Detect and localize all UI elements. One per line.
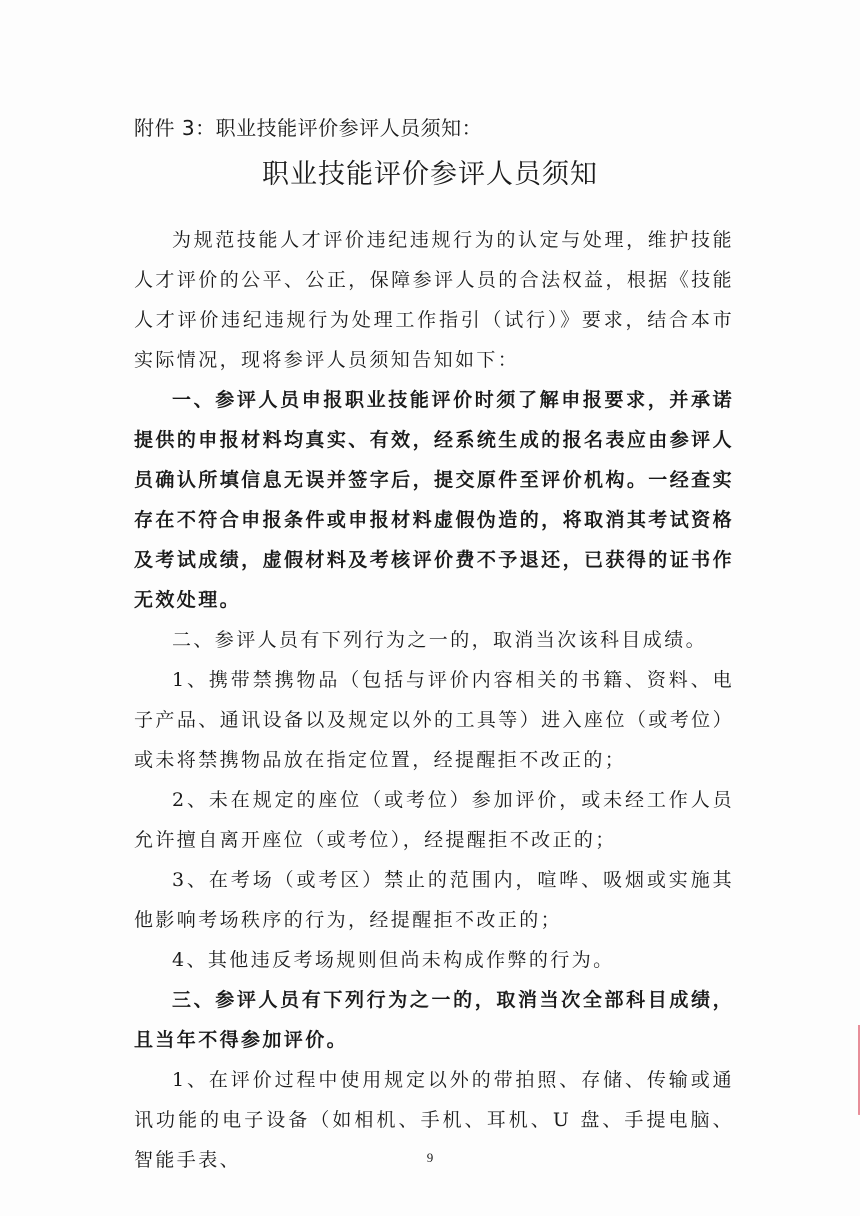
page-number: 9 xyxy=(426,1150,434,1165)
paragraph-section-1: 一、参评人员申报职业技能评价时须了解申报要求，并承诺提供的申报材料均真实、有效，经系统生成的报名表应由参评人员确认所填信息无误并签字后，提交原件至评价机构。一经查实存在不符合申报条件或申报材料虚假伪造的，将取消其考试资格及考试成绩，虚假材料及考核评价费不予退还，已获得的证书作无效处理。 xyxy=(134,389,734,611)
paragraph-item-2-1: 1、携带禁携物品（包括与评价内容相关的书籍、资料、电子产品、通讯设备以及规定以外的工具等）进入座位（或考位）或未将禁携物品放在指定位置，经提醒拒不改正的； xyxy=(134,669,734,771)
paragraph-intro: 为规范技能人才评价违纪违规行为的认定与处理，维护技能人才评价的公平、公正，保障参评人员的合法权益，根据《技能人才评价违纪违规行为处理工作指引（试行）》要求，结合本市实际情况，现将参评人员须知告知如下： xyxy=(134,229,734,371)
document-body xyxy=(134,220,734,1180)
paragraph-section-3: 三、参评人员有下列行为之一的，取消当次全部科目成绩，且当年不得参加评价。 xyxy=(134,989,734,1051)
paragraph-item-2-2: 2、未在规定的座位（或考位）参加评价，或未经工作人员允许擅自离开座位（或考位），经提醒拒不改正的； xyxy=(134,789,734,851)
binding-edge-mark xyxy=(850,1025,860,1115)
paragraph-item-3-1: 1、在评价过程中使用规定以外的带拍照、存储、传输或通讯功能的电子设备（如相机、手机、耳机、U 盘、手提电脑、智能手表、 xyxy=(134,1069,734,1171)
paragraph-item-2-4: 4、其他违反考场规则但尚未构成作弊的行为。 xyxy=(172,949,615,971)
paragraph-item-2-3: 3、在考场（或考区）禁止的范围内，喧哗、吸烟或实施其他影响考场秩序的行为，经提醒拒不改正的； xyxy=(134,869,734,931)
attachment-label: 附件 3：职业技能评价参评人员须知： xyxy=(134,116,483,140)
document-title: 职业技能评价参评人员须知 xyxy=(262,159,598,190)
paragraph-section-2: 二、参评人员有下列行为之一的，取消当次该科目成绩。 xyxy=(172,629,708,651)
